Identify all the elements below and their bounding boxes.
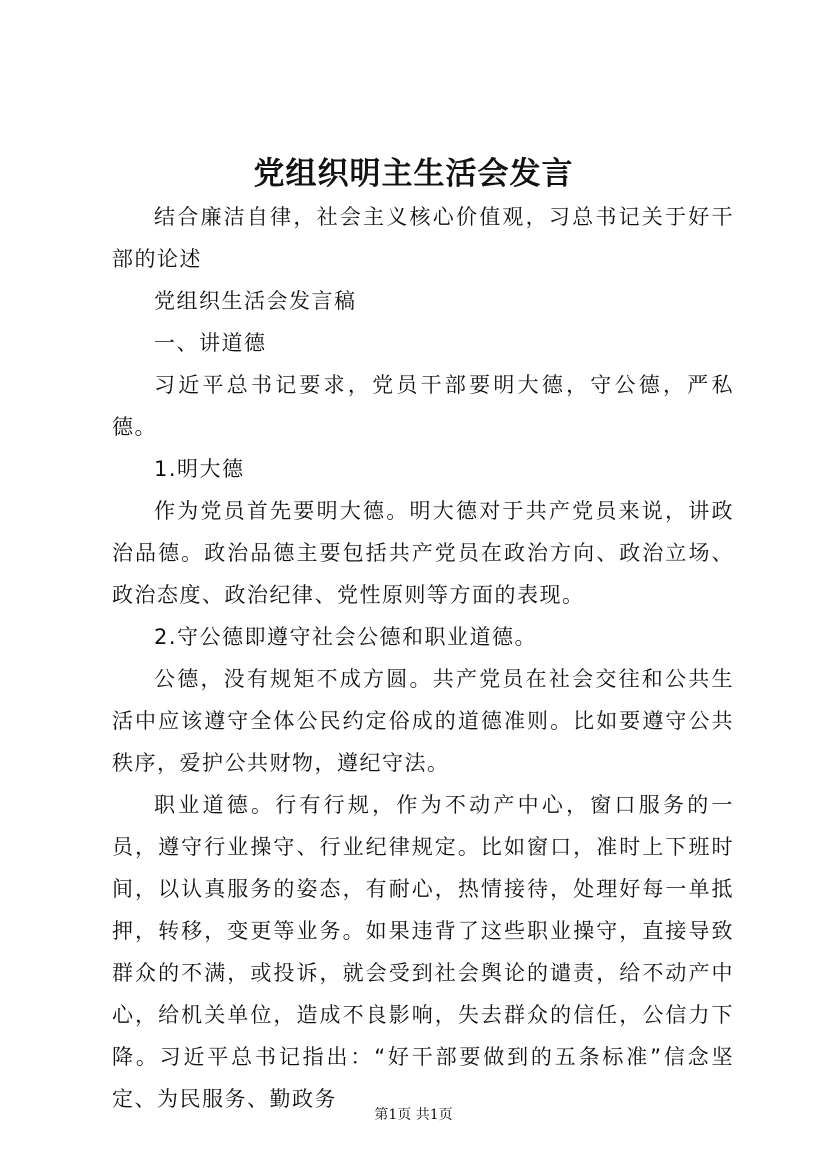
paragraph: 职业道德。行有行规，作为不动产中心，窗口服务的一员，遵守行业操守、行业纪律规定。比如窗口，准时上下班时间，以认真服务的姿态，有耐心，热情接待，处理好每一单抵押，转移，变更等业务。如果违背了这些职业操守，直接导致群众的不满，或投诉，就会受到社会舆论的谴责，给不动产中心，给机关单位，造成不良影响，失去群众的信任，公信力下降。习近平总书记指出：“好干部要做到的五条标准”信念坚定、为民服务、勤政务 xyxy=(112,793,734,1111)
page-footer: 第1页 共1页 xyxy=(374,1107,453,1123)
subsection-heading: 1.明大德 xyxy=(154,457,245,481)
paragraph: 公德，没有规矩不成方圆。共产党员在社会交往和公共生活中应该遵守全体公民约定俗成的道德准则。比如要遵守公共秩序，爱护公共财物，遵纪守法。 xyxy=(112,667,734,775)
paragraph: 习近平总书记要求，党员干部要明大德，守公德，严私德。 xyxy=(112,373,734,439)
document-title: 党组织明主生活会发言 xyxy=(253,156,574,192)
document-body xyxy=(112,196,734,1120)
subsection-heading: 2.守公德即遵守社会公德和职业道德。 xyxy=(154,625,538,649)
paragraph: 结合廉洁自律，社会主义核心价值观，习总书记关于好干部的论述 xyxy=(112,205,734,271)
paragraph: 作为党员首先要明大德。明大德对于共产党员来说，讲政治品德。政治品德主要包括共产党员在政治方向、政治立场、政治态度、政治纪律、党性原则等方面的表现。 xyxy=(112,499,734,607)
section-heading: 一、讲道德 xyxy=(154,331,267,355)
paragraph: 党组织生活会发言稿 xyxy=(154,289,357,313)
